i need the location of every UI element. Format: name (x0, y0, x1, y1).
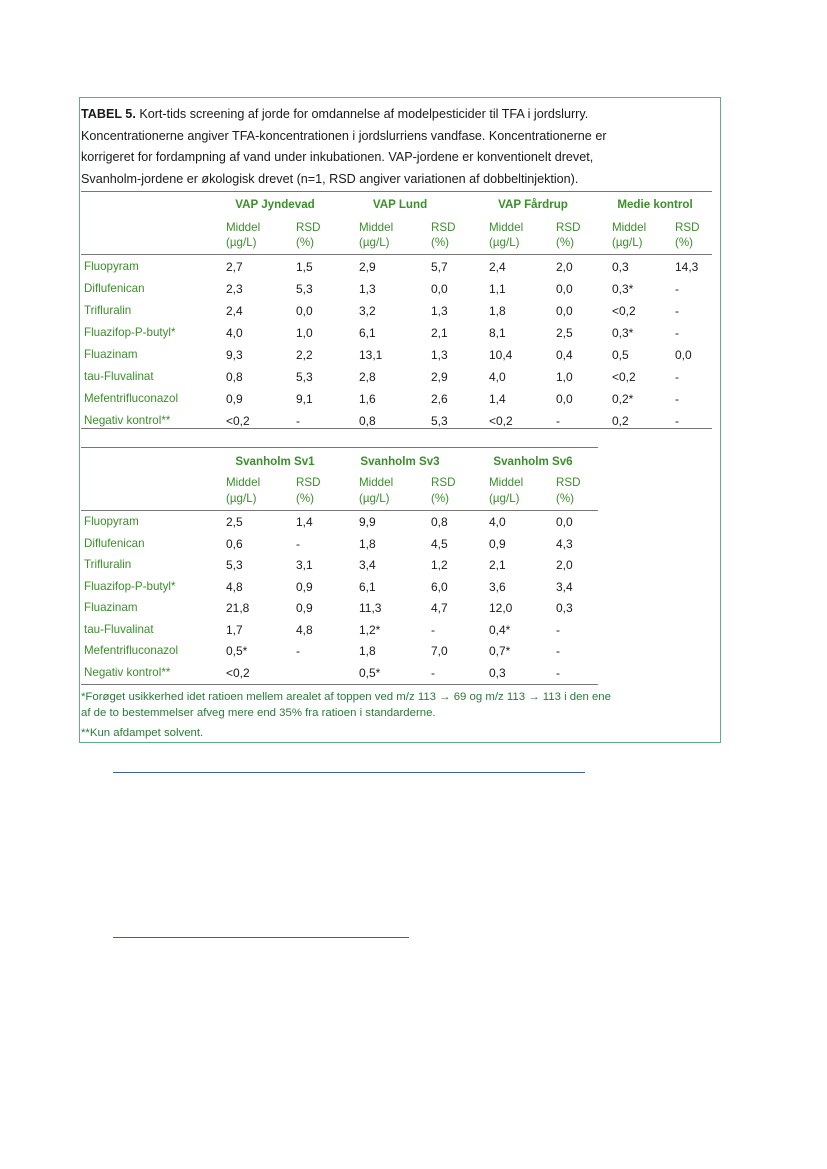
table-cell: 0,8 (431, 515, 448, 529)
row-label: Negativ kontrol** (84, 414, 171, 427)
column-subheader: (%) (296, 236, 315, 249)
table-cell: 4,3 (556, 536, 573, 551)
caption-label: TABEL 5. (81, 107, 136, 121)
table-cell: 2,4 (226, 304, 243, 318)
column-subheader: Middel (489, 221, 524, 234)
table-cell: 6,1 (359, 579, 376, 594)
table-cell: 1,2 (431, 558, 448, 572)
table-cell: 5,3 (296, 370, 313, 384)
table-cell: 2,8 (359, 370, 376, 384)
table2-header-rule (81, 510, 598, 511)
table-cell: 3,2 (359, 304, 376, 318)
row-label: Fluopyram (84, 260, 139, 273)
caption-line-2: Koncentrationerne angiver TFA-koncentrationen i jordslurriens vandfase. Koncentrationerne er (81, 128, 607, 143)
table-cell: 4,0 (489, 370, 506, 384)
column-subheader: Middel (489, 476, 524, 489)
table-cell: 0,2 (612, 414, 629, 428)
table-cell: 0,0 (296, 304, 313, 318)
caption-line-1: Kort-tids screening af jorde for omdannelse af modelpesticider til TFA i jordslurry. (139, 107, 589, 121)
row-label: Fluazifop-P-butyl* (84, 326, 176, 339)
table-cell: - (675, 304, 679, 318)
table-cell: - (431, 665, 435, 680)
column-subheader: (%) (556, 236, 575, 249)
table-cell: 0,5 (612, 348, 629, 362)
column-group-header: Medie kontrol (617, 198, 693, 211)
table-cell: 1,2* (359, 622, 381, 637)
table-cell: - (556, 622, 560, 637)
column-group-header: VAP Lund (372, 198, 428, 211)
hyperlink-underline-1[interactable] (113, 772, 585, 773)
column-subheader: RSD (556, 221, 581, 234)
row-label: Diflufenican (84, 536, 145, 550)
table-cell: 0,0 (675, 348, 692, 362)
table-cell: 5,7 (431, 260, 448, 274)
table-cell: 9,3 (226, 348, 243, 362)
column-group-header: VAP Jyndevad (235, 198, 315, 211)
footnote-1-line-2: af de to bestemmelser afveg mere end 35% fra ratioen i standarderne. (81, 707, 436, 719)
table-cell: 2,6 (431, 392, 448, 406)
table-cell: 8,1 (489, 326, 506, 340)
column-subheader: RSD (431, 476, 456, 489)
table-cell: 1,7 (226, 622, 243, 637)
caption-line-4: Svanholm-jordene er økologisk drevet (n=1, RSD angiver variationen af dobbeltinjektion). (81, 171, 579, 186)
table-caption (81, 104, 711, 190)
table-cell: 4,5 (431, 536, 448, 551)
table-cell: 10,4 (489, 348, 513, 362)
table1-bottom-rule (81, 428, 712, 429)
table-cell: 2,0 (556, 558, 573, 572)
table-cell: 0,9 (489, 536, 506, 551)
table-cell: <0,2 (489, 414, 513, 428)
table-cell: 12,0 (489, 601, 513, 615)
row-label: Trifluralin (84, 304, 132, 317)
column-subheader: (%) (556, 492, 575, 505)
table-cell: 0,0 (556, 282, 573, 296)
table-cell: 1,0 (296, 326, 313, 340)
table-cell: 11,3 (359, 601, 382, 615)
table-cell: 6,0 (431, 579, 448, 594)
column-subheader: Middel (359, 221, 394, 234)
table-cell: 9,1 (296, 392, 313, 406)
footnote-2: **Kun afdampet solvent. (81, 727, 204, 739)
table-cell: 13,1 (359, 348, 383, 362)
column-subheader: (µg/L) (226, 236, 257, 249)
row-label: Fluopyram (84, 515, 139, 528)
footnote-1-line-1: *Forøget usikkerhed idet ratioen mellem arealet af toppen ved m/z 113 → 69 og m/z 113 → 113 i den ene (81, 691, 611, 703)
table-cell: - (296, 644, 300, 658)
table-cell: 3,6 (489, 579, 506, 594)
table-cell: 0,0 (556, 392, 573, 406)
table-cell: - (431, 622, 435, 637)
table-cell: 2,9 (431, 370, 448, 384)
column-subheader: RSD (675, 221, 700, 234)
row-label: Fluazinam (84, 348, 138, 361)
table-cell: 0,0 (556, 515, 573, 529)
column-group-header: Svanholm Sv3 (360, 455, 440, 468)
column-group-header: Svanholm Sv1 (235, 455, 315, 468)
row-label: Trifluralin (84, 558, 132, 571)
table-cell: 1,3 (359, 282, 376, 296)
table-cell: 0,5* (226, 644, 248, 658)
row-label: Mefentrifluconazol (84, 392, 179, 405)
table-cell: 1,5 (296, 260, 313, 274)
table-cell: 0,8 (359, 414, 376, 428)
column-group-header: VAP Fårdrup (498, 198, 568, 211)
column-subheader: Middel (226, 221, 261, 234)
table-cell: <0,2 (226, 414, 250, 428)
table-cell: 0,3 (556, 601, 573, 615)
table-cell: 0,4 (556, 348, 573, 362)
table-cell: - (556, 414, 560, 428)
row-label: Mefentrifluconazol (84, 644, 179, 657)
row-label: tau-Fluvalinat (84, 370, 154, 383)
table-cell: - (556, 644, 560, 658)
table-cell: 0,5* (359, 665, 381, 680)
column-subheader: Middel (359, 476, 394, 489)
table-cell: 1,6 (359, 392, 376, 406)
table-cell: 9,9 (359, 515, 376, 529)
column-subheader: (µg/L) (359, 236, 390, 249)
table1-top-rule (81, 191, 712, 192)
hyperlink-underline-2[interactable] (113, 937, 409, 938)
table-cell: 0,8 (226, 370, 243, 384)
table-cell: 0,6 (226, 536, 243, 551)
table-cell: 0,9 (226, 392, 243, 406)
table-cell: 2,9 (359, 260, 376, 274)
column-subheader: (µg/L) (359, 492, 390, 505)
table-cell: <0,2 (612, 304, 636, 318)
column-subheader: Middel (226, 476, 261, 489)
table-cell: 0,3* (612, 282, 634, 296)
table-cell: 4,7 (431, 601, 448, 615)
table-cell: 0,3 (612, 260, 629, 274)
table-cell: 2,2 (296, 348, 313, 362)
table-cell: 2,5 (226, 515, 243, 529)
table-cell: 0,2* (612, 392, 634, 406)
table-cell: 3,4 (359, 558, 376, 572)
table-cell: 0,7* (489, 644, 511, 658)
table-cell: 1,4 (296, 515, 313, 529)
column-subheader: (%) (431, 492, 450, 505)
table-cell: 1,4 (489, 392, 506, 406)
table-cell: - (675, 326, 679, 340)
column-subheader: Middel (612, 221, 647, 234)
table-cell: 0,0 (556, 304, 573, 318)
column-subheader: (%) (431, 236, 450, 249)
column-subheader: (µg/L) (489, 236, 520, 249)
table-cell: - (675, 414, 679, 428)
table-cell: 1,8 (359, 536, 376, 551)
table-cell: 2,3 (226, 282, 243, 296)
table-cell: - (675, 370, 679, 384)
table-cell: - (675, 282, 679, 296)
row-label: Fluazifop-P-butyl* (84, 579, 176, 593)
table-cell: - (296, 536, 300, 551)
table2-bottom-rule (81, 684, 598, 685)
row-label: Diflufenican (84, 282, 145, 295)
table-cell: 4,8 (296, 622, 313, 637)
column-subheader: RSD (556, 476, 581, 489)
table-cell: 0,9 (296, 579, 313, 594)
row-label: Negativ kontrol** (84, 665, 171, 679)
table-cell: <0,2 (226, 665, 250, 680)
table-cell: 1,3 (431, 348, 448, 362)
column-subheader: (%) (296, 492, 315, 505)
table-cell: - (296, 414, 300, 428)
column-subheader: (%) (675, 236, 694, 249)
table-cell: 2,4 (489, 260, 506, 274)
table-cell: 0,3* (612, 326, 634, 340)
row-label: tau-Fluvalinat (84, 622, 154, 636)
column-group-header: Svanholm Sv6 (493, 455, 573, 468)
table-cell: 1,3 (431, 304, 448, 318)
table-cell: 1,1 (489, 282, 506, 296)
column-subheader: RSD (296, 476, 321, 489)
row-label: Fluazinam (84, 601, 138, 614)
table-cell: 1,8 (359, 644, 376, 658)
column-subheader: (µg/L) (612, 236, 643, 249)
table-cell: 2,1 (489, 558, 506, 572)
table-cell: - (675, 392, 679, 406)
table-cell: 3,4 (556, 579, 573, 594)
table-cell: 1,8 (489, 304, 506, 318)
table-cell: - (556, 665, 560, 680)
table-cell: 7,0 (431, 644, 448, 658)
table-cell: 4,8 (226, 579, 243, 594)
column-subheader: (µg/L) (226, 492, 257, 505)
table-cell: 6,1 (359, 326, 376, 340)
table-cell: 0,9 (296, 601, 313, 615)
column-subheader: RSD (296, 221, 321, 234)
table-cell: 5,3 (431, 414, 448, 428)
table-cell: 2,7 (226, 260, 243, 274)
table-cell: 2,0 (556, 260, 573, 274)
table-cell: 1,0 (556, 370, 573, 384)
table1-header-rule (81, 254, 712, 255)
caption-line-3: korrigeret for fordampning af vand under inkubationen. VAP-jordene er konventionelt drevet, (81, 150, 594, 164)
table-cell: 2,5 (556, 326, 573, 340)
table-cell: 2,1 (431, 326, 448, 340)
table-cell: <0,2 (612, 370, 636, 384)
table-cell: 5,3 (226, 558, 243, 572)
column-subheader: (µg/L) (489, 492, 520, 505)
table-cell: 0,4* (489, 622, 511, 637)
table-cell: 0,3 (489, 665, 506, 680)
table-cell: 3,1 (296, 558, 313, 572)
table2-top-rule (81, 447, 598, 448)
table-cell: 4,0 (226, 326, 243, 340)
table-cell: 5,3 (296, 282, 313, 296)
table-cell: 0,0 (431, 282, 448, 296)
table-cell: 4,0 (489, 515, 506, 529)
table-cell: 21,8 (226, 601, 250, 615)
table-cell: 14,3 (675, 260, 699, 274)
column-subheader: RSD (431, 221, 456, 234)
